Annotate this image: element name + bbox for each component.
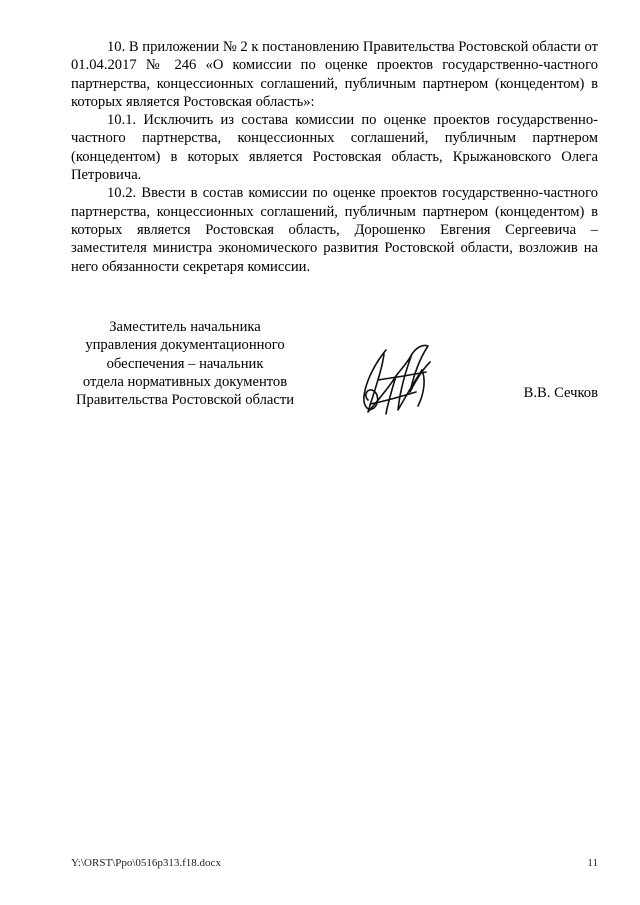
signatory-position-line: отдела нормативных документов bbox=[82, 373, 288, 390]
document-body bbox=[71, 38, 598, 276]
paragraph-10-2: 10.2. Ввести в состав комиссии по оценке проектов государственно-частного партнерства, концессионных соглашений, публичным партнером (концедентом) в которых является Ростовская область, Дорошенко Евгения Сергеевича – заместителя министра экономического развития Ростовской области, возложив на него обязанности секретаря комиссии. bbox=[71, 185, 598, 275]
page-number: 11 bbox=[587, 857, 598, 869]
paragraph-10-1: 10.1. Исключить из состава комиссии по оценке проектов государственно-частного партнерства, концессионных соглашений, публичным партнером (концедентом) в которых является Ростовская область, Крыжановского Олега Петровича. bbox=[71, 112, 598, 184]
signatory-position bbox=[60, 318, 310, 409]
footer-file-path: Y:\ORST\Ppo\0516p313.f18.docx bbox=[71, 857, 221, 869]
handwritten-signature bbox=[356, 340, 442, 422]
signer-name: В.В. Сечков bbox=[523, 385, 598, 401]
signatory-position-line: обеспечения – начальник bbox=[106, 355, 264, 372]
signatory-position-line: Заместитель начальника bbox=[109, 319, 261, 335]
signatory-position-line: Правительства Ростовской области bbox=[75, 392, 295, 409]
paragraph-10: 10. В приложении № 2 к постановлению Правительства Ростовской области от 01.04.2017 № 246 «О комиссии по оценке проектов государственно-частного партнерства, концессионных соглашений, публичным партнером (концедентом) в которых является Ростовская область»: bbox=[71, 39, 598, 110]
signatory-position-line: управления документационного bbox=[85, 337, 285, 354]
